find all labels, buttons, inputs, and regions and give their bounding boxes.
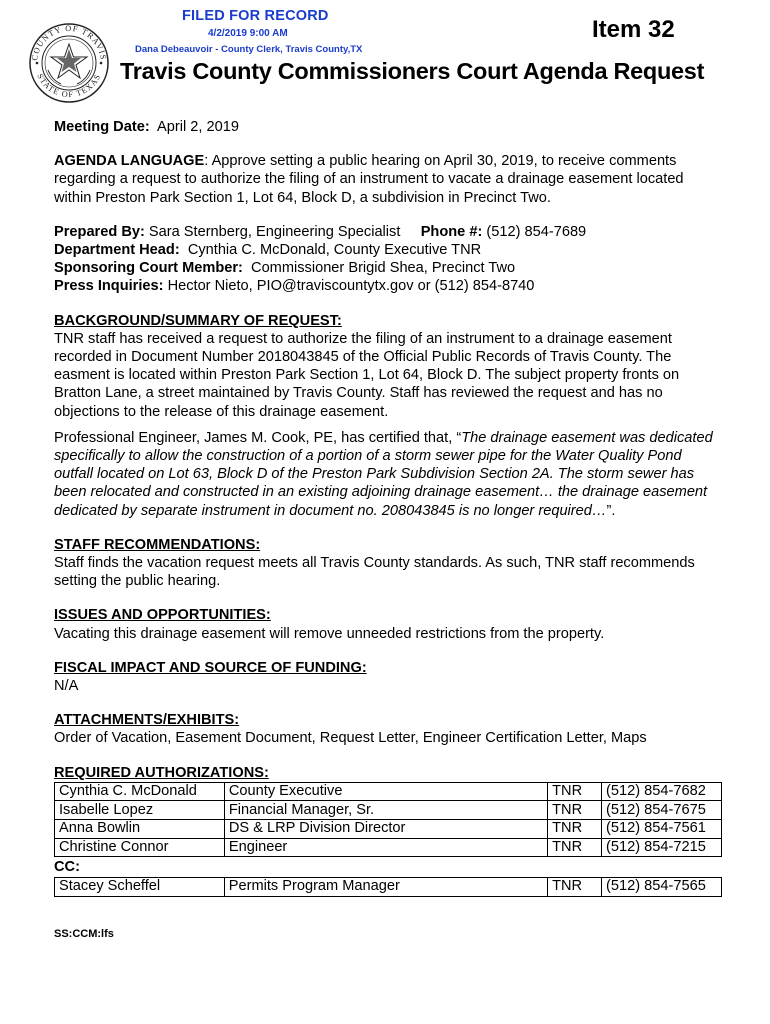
phone-cell: (512) 854-7561 [602,820,722,839]
sponsor-value: Commissioner Brigid Shea, Precinct Two [251,260,516,277]
dept-cell: TNR [548,838,602,857]
background-p2-intro: Professional Engineer, James M. Cook, PE, has certified that, “ [54,429,462,446]
meeting-date-value: April 2, 2019 [157,119,239,135]
phone-cell: (512) 854-7682 [602,782,722,801]
cc-table [54,877,722,897]
attachments-text: Order of Vacation, Easement Document, Request Letter, Engineer Certification Letter, Maps [54,730,647,747]
prepared-by-label: Prepared By: [54,223,145,240]
name-cell: Anna Bowlin [55,820,225,839]
staff-recommendations-text: Staff finds the vacation request meets all Travis County standards. As such, TNR staff recommends setting the public hearing. [54,555,695,590]
authorization-row [55,782,722,801]
dept-cell: TNR [548,878,602,897]
prepared-by-line [54,223,722,241]
sponsor-label: Sponsoring Court Member: [54,260,243,277]
svg-text:STATE OF TEXAS: STATE OF TEXAS [35,72,103,100]
stamp-clerk: Dana Debeauvoir - County Clerk, Travis County,TX [135,44,363,55]
cc-label: CC: [54,859,80,876]
item-number: Item 32 [592,16,675,43]
department-head-line [54,241,722,259]
meeting-date-line [54,118,722,136]
name-cell: Isabelle Lopez [55,801,225,820]
fiscal-impact-text: N/A [54,678,79,695]
document-initials: SS:CCM:lfs [54,928,114,940]
stamp-filed-label: FILED FOR RECORD [182,8,329,24]
phone-value: (512) 854-7689 [486,223,587,240]
title-cell: County Executive [224,782,547,801]
phone-label: Phone #: [420,223,483,240]
department-head-label: Department Head: [54,242,180,259]
issues-text: Vacating this drainage easement will remove unneeded restrictions from the property. [54,625,605,642]
authorization-row [55,838,722,857]
phone-cell: (512) 854-7675 [602,801,722,820]
county-seal-icon [28,22,110,104]
sponsor-line [54,259,722,277]
phone-cell: (512) 854-7565 [602,878,722,897]
authorization-row [55,820,722,839]
dept-cell: TNR [548,782,602,801]
name-cell: Cynthia C. McDonald [55,782,225,801]
title-cell: Permits Program Manager [224,878,547,897]
issues-heading: ISSUES AND OPPORTUNITIES: [54,607,271,624]
name-cell: Christine Connor [55,838,225,857]
cc-row [55,878,722,897]
authorizations-table [54,782,722,857]
agenda-body [54,118,722,897]
authorization-row [55,801,722,820]
agenda-language-label: AGENDA LANGUAGE [54,153,205,170]
page-title: Travis County Commissioners Court Agenda Request [120,58,705,84]
name-cell: Stacey Scheffel [55,878,225,897]
background-paragraph-1: TNR staff has received a request to authorize the filing of an instrument to a drainage easement recorded in Document Number 2018043845 of the Official Public Records of Travis County. The easment is located within Preston Park Section 1, Lot 64, Block D. The subject property fronts on Bratton Lane, a street maintained by Travis County. Staff has reviewed the request and has no objections to the release of this drainage easement. [54,330,680,420]
staff-recommendations-heading: STAFF RECOMMENDATIONS: [54,536,261,553]
svg-text:COUNTY OF TRAVIS: COUNTY OF TRAVIS [30,23,108,62]
agenda-language [54,152,722,207]
meeting-date-label: Meeting Date: [54,119,150,135]
background-p2-end: ”. [606,502,616,519]
phone-cell: (512) 854-7215 [602,838,722,857]
department-head-value: Cynthia C. McDonald, County Executive TNR [187,242,482,259]
authorizations-heading: REQUIRED AUTHORIZATIONS: [54,764,269,781]
agenda-language-text: : Approve setting a public hearing on April 30, 2019, to receive comments regarding a request to authorize the filing of an instrument to vacate a drainage easement located within Preston Park Section 1, Lot 64, Block D, a subdivision in Precinct Two. [54,153,684,206]
title-cell: Financial Manager, Sr. [224,801,547,820]
press-line [54,277,722,295]
background-heading: BACKGROUND/SUMMARY OF REQUEST: [54,312,342,329]
prepared-by-value: Sara Sternberg, Engineering Specialist [148,223,401,240]
attachments-heading: ATTACHMENTS/EXHIBITS: [54,712,240,729]
dept-cell: TNR [548,820,602,839]
title-cell: Engineer [224,838,547,857]
engineer-quote: The drainage easement was dedicated specifically to allow the construction of a portion of a storm sewer pipe for the Water Quality Pond outfall located on Lot 63, Block D of the Preston Park Subdivision Section 2A. The storm sewer has been relocated and constructed in an existing adjoining drainage easement… the drainage easement dedicated by separate instrument in document no. 208043845 is no longer required… [54,429,713,519]
press-value: Hector Nieto, PIO@traviscountytx.gov or (512) 854-8740 [167,278,535,295]
dept-cell: TNR [548,801,602,820]
title-cell: DS & LRP Division Director [224,820,547,839]
press-label: Press Inquiries: [54,278,164,295]
fiscal-impact-heading: FISCAL IMPACT AND SOURCE OF FUNDING: [54,659,367,676]
stamp-datetime: 4/2/2019 9:00 AM [208,28,288,39]
background-paragraph-2 [54,429,722,520]
